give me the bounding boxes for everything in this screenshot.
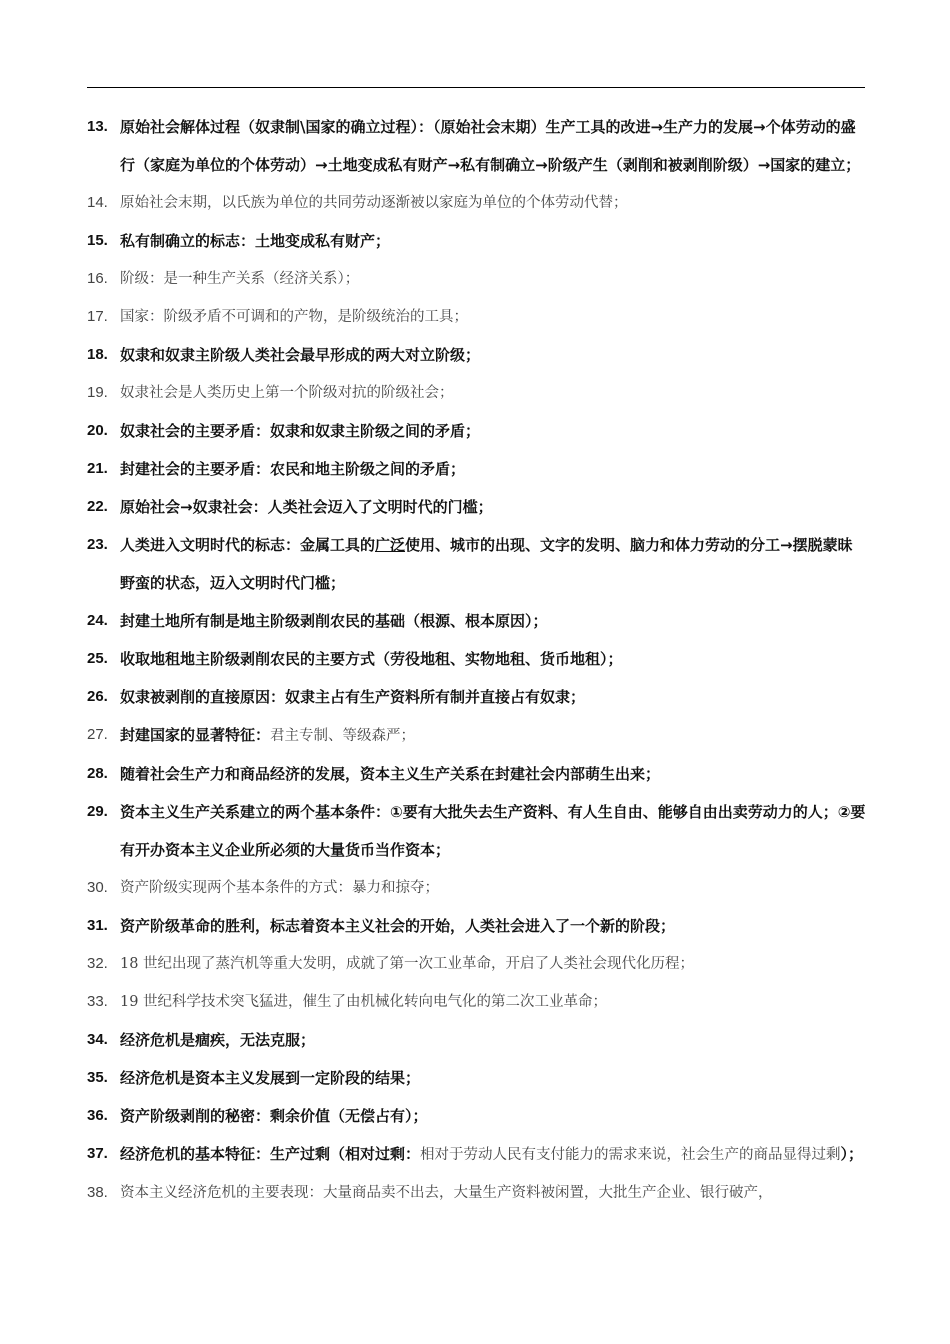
item-text: 奴隶社会是人类历史上第一个阶级对抗的阶级社会；	[120, 385, 454, 401]
item-lead: 封建国家的显著特征：	[120, 726, 271, 744]
item-number: 23.	[87, 536, 108, 553]
item-text: 资本主义生产关系建立的两个基本条件：①要有大批失去生产资料、有人生自由、能够自由出卖劳动力的人；②要有开办资本主义企业所必须的大量货币当作资本；	[120, 803, 866, 859]
item-number: 25.	[87, 650, 108, 667]
list-item	[87, 755, 867, 793]
item-number: 34.	[87, 1031, 108, 1048]
knowledge-list	[87, 108, 867, 1212]
list-item	[87, 793, 867, 869]
item-number: 24.	[87, 612, 108, 629]
item-text	[120, 716, 867, 755]
item-text: 随着社会生产力和商品经济的发展，资本主义生产关系在封建社会内部萌生出来；	[120, 765, 661, 783]
list-item	[87, 1174, 867, 1212]
item-number: 27.	[87, 726, 108, 743]
item-tail: 君主专制、等级森严；	[270, 728, 416, 744]
item-number: 30.	[87, 879, 108, 896]
item-text: 奴隶社会的主要矛盾：奴隶和奴隶主阶级之间的矛盾；	[120, 422, 481, 440]
header-rule	[87, 87, 865, 88]
item-text: 资产阶级剥削的秘密：剩余价值（无偿占有）；	[120, 1107, 428, 1125]
item-text-part: 人类进入文明时代的标志：金属工具的	[120, 536, 376, 554]
item-number: 14.	[87, 194, 108, 211]
item-number: 26.	[87, 688, 108, 705]
list-item	[87, 1059, 867, 1097]
item-number: 16.	[87, 270, 108, 287]
item-text: 原始社会解体过程（奴隶制\国家的确立过程）：（原始社会末期）生产工具的改进→生产力的发展→个体劳动的盛行（家庭为单位的个体劳动）→土地变成私有财产→私有制确立→阶级产生（剥削和被剥削阶级）→国家的建立；	[120, 118, 861, 174]
item-end: ）；	[840, 1145, 864, 1163]
item-number: 29.	[87, 803, 108, 820]
item-text: 奴隶被剥削的直接原因：奴隶主占有生产资料所有制并直接占有奴隶；	[120, 688, 586, 706]
list-item	[87, 374, 867, 412]
item-text: 18 世纪出现了蒸汽机等重大发明，成就了第一次工业革命，开启了人类社会现代化历程；	[120, 956, 695, 972]
item-number: 36.	[87, 1107, 108, 1124]
item-text: 经济危机是资本主义发展到一定阶段的结果；	[120, 1069, 421, 1087]
item-text: 19 世纪科学技术突飞猛进，催生了由机械化转向电气化的第二次工业革命；	[120, 994, 608, 1010]
item-number: 20.	[87, 422, 108, 439]
list-item	[87, 983, 867, 1021]
item-text: 封建土地所有制是地主阶级剥削农民的基础（根源、根本原因）；	[120, 612, 548, 630]
item-text: 经济危机是痼疾，无法克服；	[120, 1031, 316, 1049]
item-text: 封建社会的主要矛盾：农民和地主阶级之间的矛盾；	[120, 460, 466, 478]
list-item	[87, 945, 867, 983]
item-text: 资本主义经济危机的主要表现：大量商品卖不出去，大量生产资料被闲置，大批生产企业、银行破产，	[120, 1185, 773, 1201]
item-text	[120, 1135, 867, 1174]
item-number: 17.	[87, 308, 108, 325]
item-lead: 经济危机的基本特征：生产过剩（相对过剩：	[120, 1145, 421, 1163]
item-number: 21.	[87, 460, 108, 477]
item-number: 35.	[87, 1069, 108, 1086]
item-text	[120, 526, 867, 602]
item-text: 资产阶级革命的胜利，标志着资本主义社会的开始，人类社会进入了一个新的阶段；	[120, 917, 676, 935]
item-text: 私有制确立的标志：土地变成私有财产；	[120, 232, 391, 250]
item-text: 原始社会→奴隶社会：人类社会迈入了文明时代的门槛；	[120, 498, 493, 516]
list-item	[87, 640, 867, 678]
item-text: 奴隶和奴隶主阶级人类社会最早形成的两大对立阶级；	[120, 346, 481, 364]
list-item	[87, 869, 867, 907]
list-item	[87, 678, 867, 716]
item-number: 38.	[87, 1184, 108, 1201]
item-number: 15.	[87, 232, 108, 249]
item-number: 19.	[87, 384, 108, 401]
list-item	[87, 716, 867, 755]
list-item	[87, 602, 867, 640]
list-item	[87, 184, 867, 222]
item-text: 国家：阶级矛盾不可调和的产物，是阶级统治的工具；	[120, 309, 468, 325]
list-item	[87, 412, 867, 450]
item-text-part: 使用、城市的出现、文字的发明、脑力和体力劳动的分工→摆脱蒙昧野蛮的状态，迈入文明时代门槛；	[120, 536, 853, 592]
list-item	[87, 336, 867, 374]
list-item	[87, 526, 867, 602]
list-item	[87, 222, 867, 260]
item-number: 13.	[87, 118, 108, 135]
item-number: 33.	[87, 993, 108, 1010]
item-number: 37.	[87, 1145, 108, 1162]
item-text: 资产阶级实现两个基本条件的方式：暴力和掠夺；	[120, 880, 439, 896]
list-item	[87, 488, 867, 526]
item-text: 收取地租地主阶级剥削农民的主要方式（劳役地租、实物地租、货币地租）；	[120, 650, 623, 668]
item-number: 31.	[87, 917, 108, 934]
item-number: 18.	[87, 346, 108, 363]
list-item	[87, 260, 867, 298]
item-text: 原始社会末期，以氏族为单位的共同劳动逐渐被以家庭为单位的个体劳动代替；	[120, 195, 628, 211]
item-tail: 相对于劳动人民有支付能力的需求来说，社会生产的商品显得过剩	[420, 1147, 841, 1163]
item-number: 28.	[87, 765, 108, 782]
item-number: 32.	[87, 955, 108, 972]
list-item	[87, 298, 867, 336]
item-text: 阶级：是一种生产关系（经济关系）；	[120, 271, 360, 287]
underlined-word: 广泛	[375, 536, 406, 554]
list-item	[87, 108, 867, 184]
item-number: 22.	[87, 498, 108, 515]
list-item	[87, 1097, 867, 1135]
list-item	[87, 450, 867, 488]
list-item	[87, 907, 867, 945]
list-item	[87, 1135, 867, 1174]
list-item	[87, 1021, 867, 1059]
